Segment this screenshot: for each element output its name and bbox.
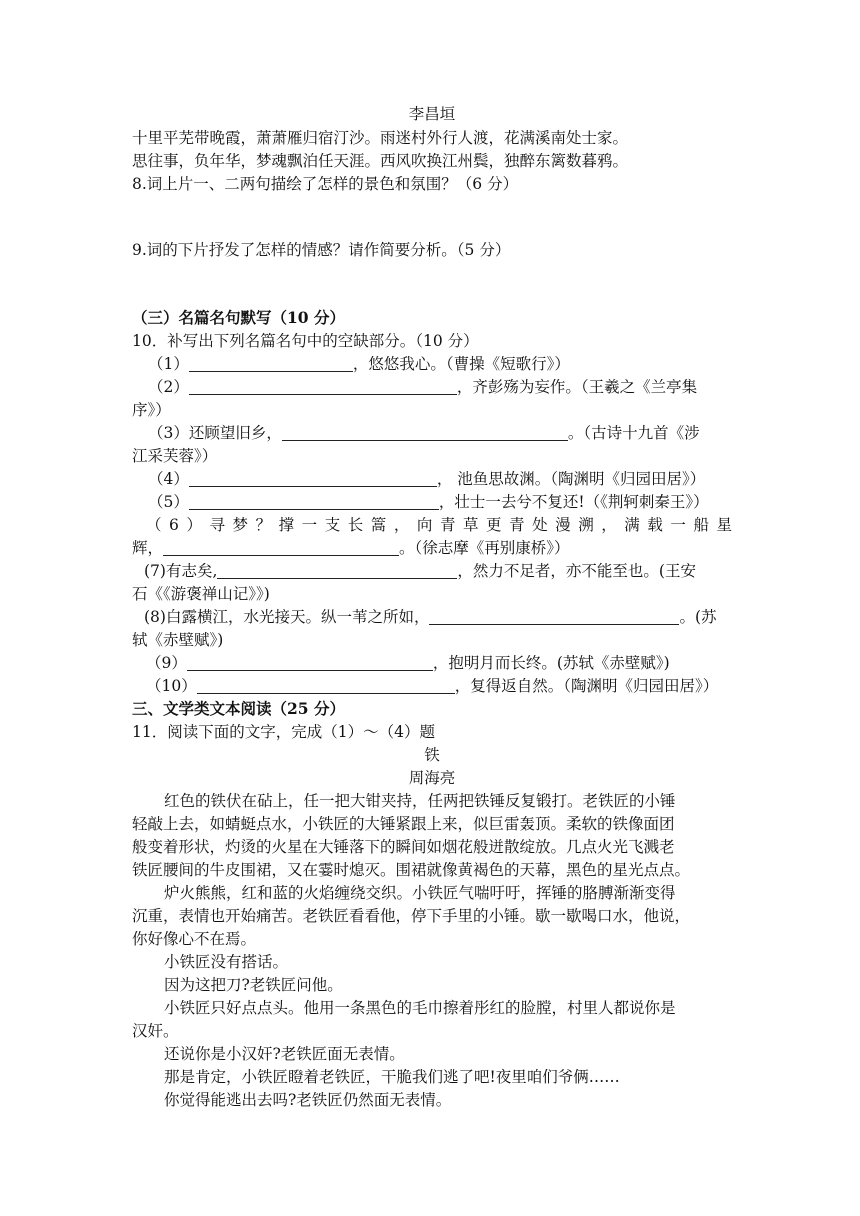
q10-item-6: （6）寻梦？撑一支长篙，向青草更青处漫溯，满载一船星 bbox=[146, 516, 732, 534]
item-text: ，复得返自然。（陶渊明《归园田居》） bbox=[454, 677, 719, 695]
item-text: 。（古诗十九首《涉 bbox=[567, 424, 700, 442]
section-heading-recitation: （三）名篇名句默写（10 分） bbox=[132, 308, 345, 327]
item-number: （2） bbox=[148, 378, 189, 396]
fill-blank[interactable] bbox=[429, 607, 679, 625]
poem-author: 李昌垣 bbox=[408, 105, 456, 123]
article-author: 周海亮 bbox=[408, 769, 456, 787]
item-number: （5） bbox=[148, 493, 189, 511]
q10-item-4 bbox=[132, 467, 732, 491]
item-prefix: 辉， bbox=[132, 539, 164, 557]
paragraph-line: 小铁匠没有搭话。 bbox=[164, 953, 289, 971]
item-prefix: (7)有志矣, bbox=[144, 562, 218, 580]
q10-item-2 bbox=[132, 375, 732, 399]
q10-item-3-cont: 江采芙蓉》） bbox=[132, 447, 218, 465]
paragraph-line: 红色的铁伏在砧上，任一把大钳夹持，任两把铁锤反复锻打。老铁匠的小锤 bbox=[164, 792, 676, 810]
section-heading-reading: 三、文学类文本阅读（25 分） bbox=[132, 699, 345, 718]
fill-blank[interactable] bbox=[189, 354, 353, 372]
item-number: （1） bbox=[148, 355, 189, 373]
item-text: ，悠悠我心。（曹操《短歌行》） bbox=[352, 355, 570, 373]
fill-blank[interactable] bbox=[189, 469, 437, 487]
item-number: （4） bbox=[148, 470, 189, 488]
q10-item-7 bbox=[132, 559, 732, 583]
question-9: 9.词的下片抒发了怎样的情感？请作简要分析。（5 分） bbox=[132, 241, 511, 259]
poem-line-2: 思往事，负年华，梦魂飘泊任天涯。西风吹换江州鬓，独醉东篱数暮鸦。 bbox=[132, 152, 629, 170]
paragraph-line: 小铁匠只好点点头。他用一条黑色的毛巾擦着彤红的脸膛，村里人都说你是 bbox=[164, 999, 676, 1017]
paragraph-line: 沉重，表情也开始痛苦。老铁匠看看他，停下手里的小锤。歇一歇喝口水，他说， bbox=[132, 907, 691, 925]
fill-blank[interactable] bbox=[282, 423, 568, 441]
q10-item-5 bbox=[132, 490, 732, 514]
fill-blank[interactable] bbox=[189, 377, 457, 395]
q10-item-8 bbox=[132, 605, 732, 629]
q10-item-8-cont: 轼《赤壁赋》) bbox=[132, 631, 224, 649]
fill-blank[interactable] bbox=[217, 561, 457, 579]
item-text: ，抱明月而长终。(苏轼《赤壁赋》) bbox=[432, 654, 670, 672]
paragraph-line: 你觉得能逃出去吗?老铁匠仍然面无表情。 bbox=[164, 1091, 452, 1109]
fill-blank[interactable] bbox=[189, 492, 439, 510]
q10-item-7-cont: 石《《游褒禅山记》》) bbox=[132, 585, 270, 603]
paragraph-line: 还说你是小汉奸?老铁匠面无表情。 bbox=[164, 1045, 405, 1063]
item-text: ，齐彭殇为妄作。（王羲之《兰亭集 bbox=[456, 378, 698, 396]
paragraph-line: 汉奸。 bbox=[132, 1022, 179, 1040]
q10-item-2-cont: 序》） bbox=[132, 401, 171, 419]
paragraph-line: 般变着形状，灼烫的火星在大锤落下的瞬间如烟花般迸散绽放。几点火光飞溅老 bbox=[132, 838, 675, 856]
question-11-intro: 11．阅读下面的文字，完成（1）～（4）题 bbox=[132, 723, 435, 741]
item-number: （9） bbox=[146, 654, 187, 672]
item-number: （10） bbox=[146, 677, 197, 695]
item-text: ，壮士一去兮不复还!（《荆轲刺秦王》） bbox=[438, 493, 709, 511]
poem-line-1: 十里平芜带晚霞，萧萧雁归宿汀沙。雨迷村外行人渡，花满溪南处士家。 bbox=[132, 129, 629, 147]
fill-blank[interactable] bbox=[163, 538, 399, 556]
item-text: 。(苏 bbox=[679, 608, 717, 626]
q10-item-1 bbox=[132, 352, 732, 376]
q10-item-6-cont bbox=[132, 536, 732, 560]
paragraph-line: 铁匠腰间的牛皮围裙，又在霎时熄灭。围裙就像黄褐色的天幕，黑色的星光点点。 bbox=[132, 861, 691, 879]
item-text: ， 池鱼思故渊。（陶渊明《归园田居》） bbox=[436, 470, 706, 488]
item-prefix: (8)白露横江，水光接天。纵一苇之所如， bbox=[144, 608, 430, 626]
paragraph-line: 你好像心不在焉。 bbox=[132, 930, 257, 948]
article-title: 铁 bbox=[424, 746, 440, 764]
item-text: 。（徐志摩《再别康桥》） bbox=[399, 539, 570, 557]
paragraph-line: 那是肯定，小铁匠瞪着老铁匠，干脆我们逃了吧!夜里咱们爷俩…… bbox=[164, 1068, 620, 1086]
paragraph-line: 轻敲上去，如蜻蜓点水，小铁匠的大锤紧跟上来，似巨雷轰顶。柔软的铁像面团 bbox=[132, 815, 675, 833]
question-8: 8.词上片一、二两句描绘了怎样的景色和氛围？（6 分） bbox=[132, 175, 519, 193]
item-prefix: （3）还顾望旧乡， bbox=[148, 424, 282, 442]
question-10-intro: 10．补写出下列名篇名句中的空缺部分。（10 分） bbox=[132, 332, 479, 350]
fill-blank[interactable] bbox=[197, 676, 455, 694]
q10-item-3 bbox=[132, 421, 732, 445]
paragraph-line: 因为这把刀?老铁匠问他。 bbox=[164, 976, 343, 994]
paragraph-line: 炉火熊熊，红和蓝的火焰缠绕交织。小铁匠气喘吁吁，挥锤的胳膊渐渐变得 bbox=[164, 884, 676, 902]
q10-item-9 bbox=[132, 651, 732, 675]
q10-item-10 bbox=[132, 674, 732, 698]
item-text: ，然力不足者，亦不能至也。(王安 bbox=[457, 562, 696, 580]
fill-blank[interactable] bbox=[187, 653, 433, 671]
